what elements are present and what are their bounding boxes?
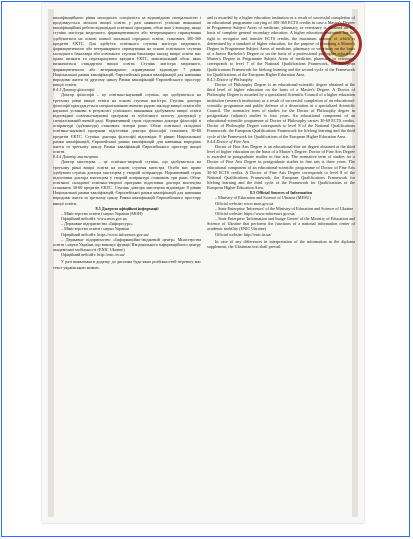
source-inforesurs-ministry-ua: – Міністерство освіти і науки України bbox=[61, 226, 129, 232]
source-enic-site-ua: Офіційний вебсайт: http://enic.in.ua/ bbox=[61, 252, 125, 258]
section-title-sources-ua: 8.5 Джерела офіційної інформації bbox=[95, 205, 159, 211]
source-inforesurs-en: – State Enterprise 'Inforesurs' of the Ministry of Education and Science of Ukraine bbox=[215, 205, 354, 211]
source-enic-ua: – Державне підприємство «Інформаційно-іміджевий центр» Міністерства освіти і науки України, що виконує функції Національного інформаційного центру академічної мобільності (ENIC Ukraine) bbox=[53, 236, 201, 253]
document-page bbox=[42, 3, 364, 523]
subheading-arts-ua: 8.4.4 Доктор мистецтва bbox=[53, 154, 98, 160]
source-ministry-ua: – Міністерство освіти і науки України (МОН) bbox=[61, 210, 143, 216]
ukrainian-column bbox=[53, 15, 201, 270]
paragraph-arts-en: Doctor of Fine Arts Degree is an educational-fine art degree obtained at the third level of higher education on the basis of a Master's Degree. Doctor of Fine Arts Degree is awarded in postgraduate studies in fine arts. The normative term of studies for a Doctor of Fine Arts Degree in postgraduate studies in fine arts is three years. The educational component of an educational-scientific programme of Doctor of Fine Arts 30-60 ECTS credits. A Doctor of Fine Arts Degree corresponds to level 8 of the National Qualifications Framework, the European Qualifications Framework for lifelong learning and the third cycle of the Framework for Qualifications of the European Higher Education Area. bbox=[207, 143, 355, 191]
source-inforesurs-site-en: Official website: https://www.inforesurs.gov.ua/ bbox=[215, 210, 296, 216]
source-inforesurs-site-ua: Офіційний вебсайт: https://www.inforesurs.gov.ua/ bbox=[61, 231, 149, 237]
source-inforesurs-ua: – Державне підприємство «Інфоресурс» bbox=[61, 221, 133, 227]
section-title-sources-en: 8.5 Official Sources of Information bbox=[249, 190, 313, 196]
note-prevailing-text-en: In case of any differences in interpretation of the information in the diploma supplement, the Ukrainian text shall prevail. bbox=[207, 238, 355, 249]
subheading-arts-en: 8.4.4 Doctor of Fine Arts bbox=[207, 138, 250, 144]
source-enic-site-en: Official website: http://enic.in.ua/ bbox=[215, 231, 272, 237]
note-prevailing-text-ua: У разі виявлення в додатку до диплома будь-яких розбіжностей перевагу має текст українською мовою. bbox=[53, 259, 201, 270]
source-enic-en: – State Enterprise 'Information and Image Centre' of the Ministry of Education and Science of Ukraine that performs the functions of a national information center of academic mobility (ENIC Ukraine) bbox=[207, 216, 355, 232]
paragraph-master-en: and is awarded by a higher education institution as a result of successful completion of an educational programme carrying of 300-360 ECTS credits in case a Master's Degree in Programme Subject Areas of medicine, pharmacy or veterinary is obtained on the basis of complete general secondary education. A higher education institution has the right to recognise and transfer ECTS credits, the maximum amount of which is determined by a standard of higher education, for the purpose of obtaining a Master's Degree in Programme Subject Areas of medicine, pharmacy or veterinary on the basis of a Junior Bachelor's Degree or on the basis of a professional pre-higher education. Master's Degree in Programme Subject Areas of medicine, pharmacy or veterinary corresponds to level 7 of the National Qualifications Framework, the European Qualifications Framework for lifelong learning and the second cycle of the Framework for Qualifications of the European Higher Education Area. bbox=[207, 15, 355, 77]
source-ministry-en: – Ministry of Education and Science of Ukraine (MESU) bbox=[215, 195, 311, 201]
english-column bbox=[207, 15, 355, 249]
source-ministry-site-ua: Офіційний вебсайт: www.mon.gov.ua bbox=[61, 216, 127, 222]
paragraph-arts-ua: Доктор мистецтва – це освітньо-творчий ступінь, що здобувається на третьому рівні вищої освіти на основі ступеня магістра. Особа має право здобувати ступінь доктора мистецтва у творчій аспірантурі. Нормативний строк підготовки доктора мистецтва у творчій аспірантурі становить три роки. Обсяг освітньої складової освітньо-творчої програми підготовки доктора мистецтва становить 30-60 кредитів ЄКТС. Ступінь доктора мистецтва відповідає 8 рівню Національної рамки кваліфікацій, Європейської рамки кваліфікацій для навчання впродовж життя та третьому циклу Рамки кваліфікацій Європейського простору вищої освіти. bbox=[53, 159, 201, 206]
subheading-phd-ua: 8.4.3 Доктор філософії bbox=[53, 87, 95, 93]
paragraph-phd-ua: Доктор філософії – це освітньо-науковий ступінь, що здобувається на третьому рівні вищої освіти на основі ступеня магістра. Ступінь доктора філософії присуджується спеціалізованою вченою радою закладу вищої освіти або наукової установи в результаті успішного виконання здобувачем вищої освіти відповідної освітньо-наукової програми та публічного захисту дисертації у спеціалізованій вченій раді. Нормативний строк підготовки доктора філософії в аспірантурі (ад'юнктурі) становить чотири роки. Обсяг освітньої складової освітньо-наукової програми підготовки доктора філософії становить 30-60 кредитів ЄКТС. Ступінь доктора філософії відповідає 8 рівню Національної рамки кваліфікацій, Європейської рамки кваліфікацій для навчання впродовж життя та третьому циклу Рамки кваліфікацій Європейського простору вищої освіти. bbox=[53, 92, 201, 155]
subheading-phd-en: 8.4.3 Doctor of Philosophy bbox=[207, 76, 253, 82]
paragraph-master-ua: кваліфікаційного рівня молодшого спеціаліста за відповідною спеціальністю і продовжується загалом вищої освіти у разі наявності успішно виконаної кваліфікаційної роботи відповідної освітньої програми, обсяг якої у випадку, якщо ступінь магістра медичного, фармацевтичного або ветеринарного спрямування здобувається на основі повної загальної середньої освіти, становить 300-360 кредитів ЄКТС. Для здобуття освітнього ступеня магістра медичного, фармацевтичного або ветеринарного спрямування на основі освітнього ступеня молодшого бакалавра або освітнього ступеня бакалавра заклад вищої освіти має право визнати та перезарахувати кредити ЄКТС, максимальний обсяг яких визначається стандартом вищої освіти. Ступінь магістра медичного, фармацевтичного або ветеринарного спрямування відповідає 7 рівню Національної рамки кваліфікацій, Європейської рамки кваліфікацій для навчання впродовж життя та другому циклу Рамки кваліфікацій Європейського простору вищої освіти. bbox=[53, 15, 201, 88]
source-ministry-site-en: Official website: www.mon.gov.ua bbox=[215, 200, 274, 206]
paragraph-phd-en: Doctor of Philosophy Degree is an educational-scientific degree obtained at the third level of higher education on the basis of a Master's Degree. A Doctor of Philosophy Degree is awarded by a specialized Scientific Council of a higher education institution (research institution) as a result of successful completion of an educational-scientific programme and public defence of a dissertation at a specialized Scientific Council. The normative term of studies for the Doctor of Philosophy degree in postgraduate (adjunct) studies is four years. An educational component of an educational-scientific programme of Doctor of Philosophy carries 30-60 ECTS credits. Doctor of Philosophy Degree corresponds to level 8 of the National Qualifications Framework, the European Qualifications Framework for lifelong learning and the third cycle of the Framework for Qualifications of the European Higher Education Area. bbox=[207, 82, 355, 139]
